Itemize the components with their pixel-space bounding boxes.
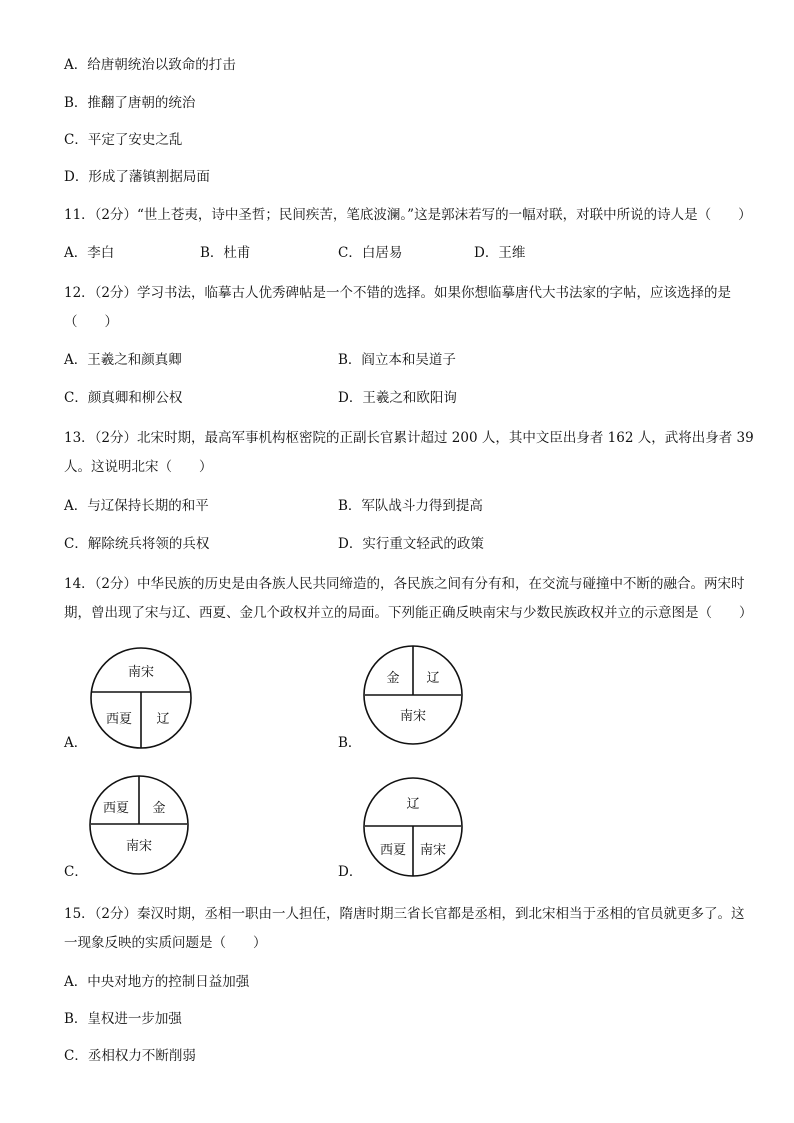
q14-option-d-label: D． (338, 864, 363, 880)
diagram-b-bottom-label: 南宋 (399, 709, 427, 724)
q10-option-d: D．形成了藩镇割据局面 (64, 169, 210, 185)
diagram-c-top-left-label: 西夏 (102, 801, 130, 816)
diagram-c-bottom-label: 南宋 (125, 839, 153, 854)
q14-option-a-label: A． (64, 735, 88, 751)
q10-option-c: C．平定了安史之乱 (64, 132, 183, 148)
diagram-a-bottom-right-label: 辽 (156, 712, 170, 727)
q10-option-a: A．给唐朝统治以致命的打击 (64, 57, 236, 73)
q13-option-a: A．与辽保持长期的和平 (64, 498, 209, 514)
q14-diagram-c (88, 774, 190, 880)
q15-stem-line1: 15．（2分）秦汉时期，丞相一职由一人担任，隋唐时期三省长官都是丞相，到北宋相当于丞相的官员就更多了。这 (64, 906, 745, 922)
q13-stem-line1: 13．（2分）北宋时期，最高军事机构枢密院的正副长官累计超过 200 人，其中文臣出身者 162 人，武将出身者 39 (64, 430, 754, 446)
diagram-b-top-right-label: 辽 (426, 671, 440, 686)
diagram-d-top-label: 辽 (406, 797, 420, 812)
q13-stem-line2: 人。这说明北宋（ ） (64, 459, 213, 475)
q11-stem: 11．（2分）“世上苍夷，诗中圣哲；民间疾苦，笔底波澜。”这是郭沫若写的一幅对联，对联中所说的诗人是（ ） (64, 207, 752, 223)
diagram-c-top-right-label: 金 (152, 801, 166, 816)
q15-stem-line2: 一现象反映的实质问题是（ ） (64, 935, 267, 951)
q11-option-d: D．王维 (474, 245, 526, 261)
q14-diagram-d (362, 776, 464, 882)
q14-option-c-label: C． (64, 864, 88, 880)
q14-diagram-a (88, 646, 194, 754)
q11-option-a: A．李白 (64, 245, 115, 261)
q15-option-c: C．丞相权力不断削弱 (64, 1048, 196, 1064)
q15-option-b: B．皇权进一步加强 (64, 1011, 182, 1027)
diagram-d-bottom-left-label: 西夏 (379, 843, 407, 858)
q12-option-b: B．阎立本和吴道子 (338, 352, 456, 368)
q11-option-c: C．白居易 (338, 245, 403, 261)
q11-option-b: B．杜甫 (200, 245, 251, 261)
diagram-a-bottom-left-label: 西夏 (105, 712, 133, 727)
q13-option-d: D．实行重文轻武的政策 (338, 536, 484, 552)
q10-option-b: B．推翻了唐朝的统治 (64, 95, 196, 111)
q14-option-b-label: B． (338, 735, 362, 751)
q15-option-a: A．中央对地方的控制日益加强 (64, 974, 250, 990)
q14-stem-line1: 14．（2分）中华民族的历史是由各族人民共同缔造的，各民族之间有分有和，在交流与碰撞中不断的融合。两宋时 (64, 576, 745, 592)
q14-stem-line2: 期，曾出现了宋与辽、西夏、金几个政权并立的局面。下列能正确反映南宋与少数民族政权并立的示意图是（ ） (64, 605, 753, 621)
q12-stem-line2: （ ） (64, 314, 118, 330)
q13-option-b: B．军队战斗力得到提高 (338, 498, 483, 514)
diagram-b-top-left-label: 金 (386, 671, 400, 686)
q14-diagram-b (362, 644, 464, 750)
q12-option-a: A．王羲之和颜真卿 (64, 352, 182, 368)
q12-stem-line1: 12．（2分）学习书法，临摹古人优秀碑帖是一个不错的选择。如果你想临摹唐代大书法家的字帖，应该选择的是 (64, 285, 732, 301)
diagram-a-top-label: 南宋 (127, 665, 155, 680)
q12-option-c: C．颜真卿和柳公权 (64, 390, 183, 406)
diagram-d-bottom-right-label: 南宋 (419, 843, 447, 858)
q12-option-d: D．王羲之和欧阳询 (338, 390, 457, 406)
q13-option-c: C．解除统兵将领的兵权 (64, 536, 210, 552)
